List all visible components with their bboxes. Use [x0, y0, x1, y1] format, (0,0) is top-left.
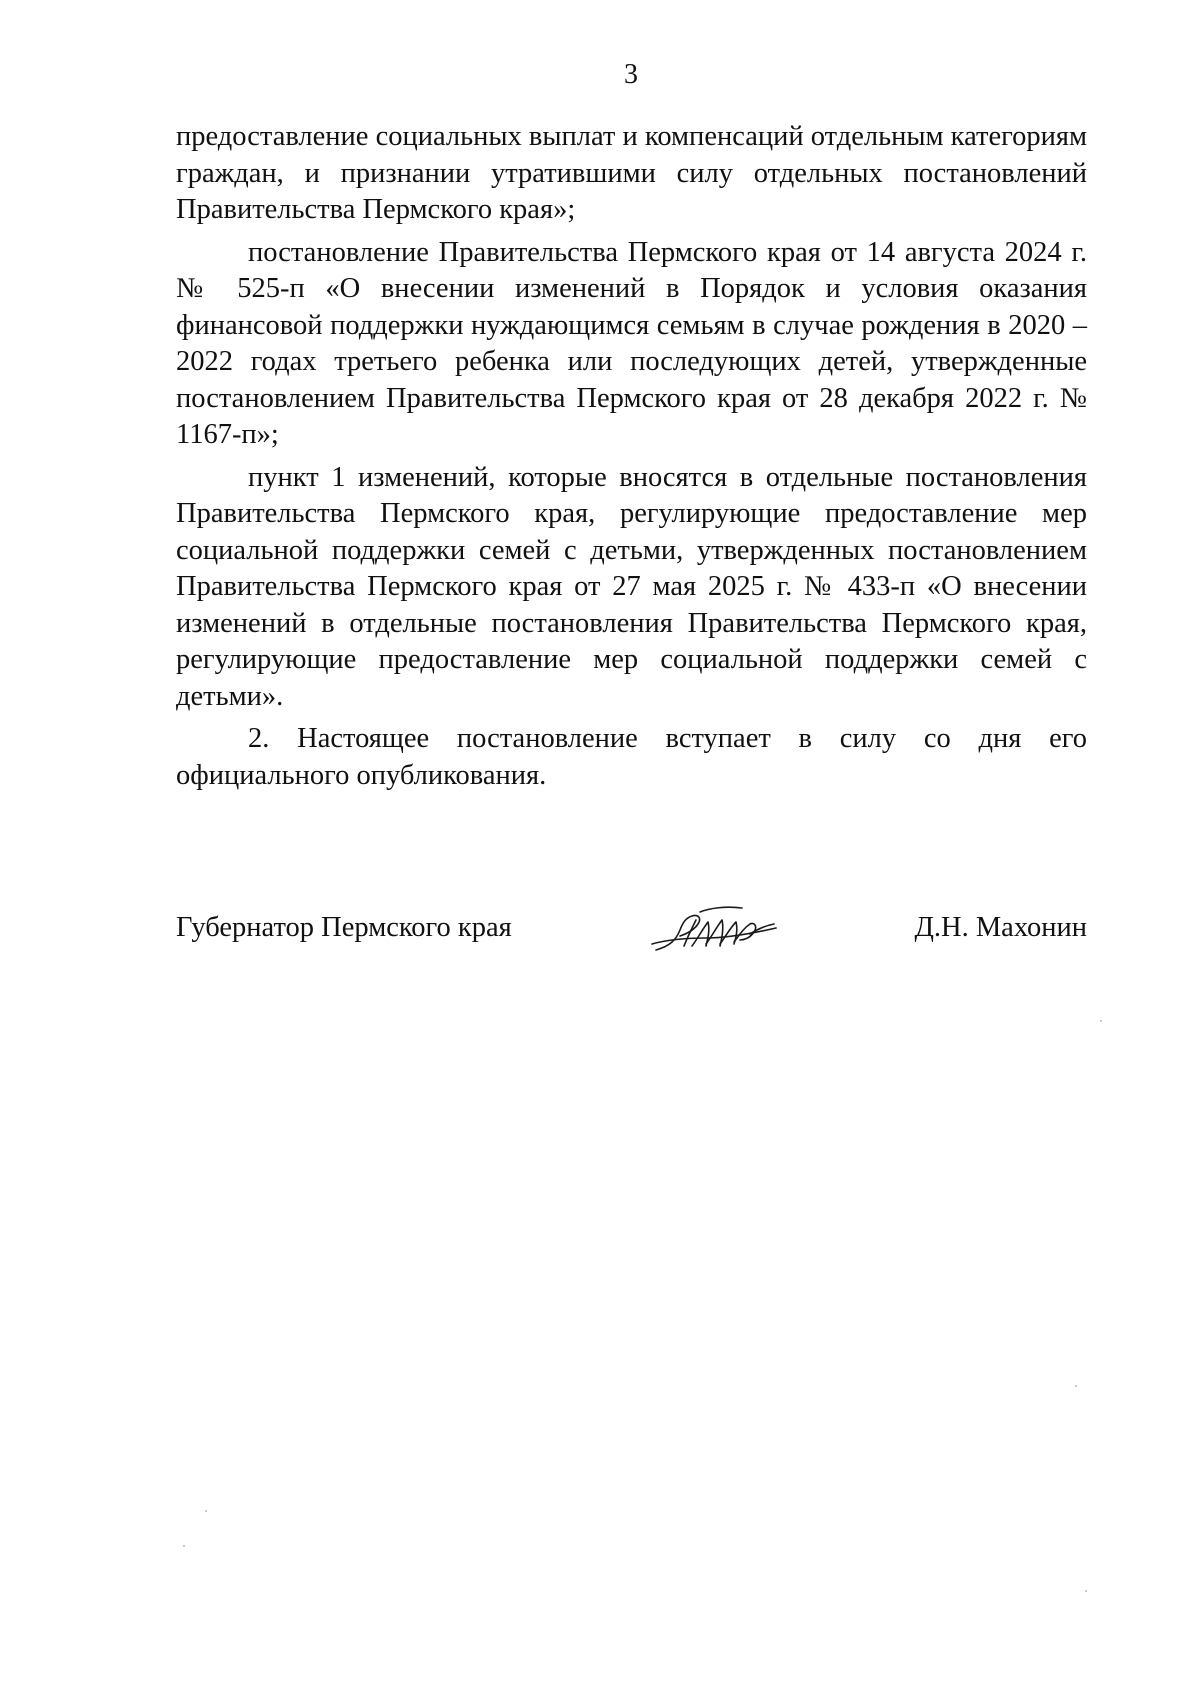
paragraph-resolution-525: постановление Правительства Пермского края от 14 августа 2024 г. № 525-п «О внесении изменений в Порядок и условия оказания финансовой поддержки нуждающимся семьям в случае рождения в 2020 – 2022 годах третьего ребенка или последующих детей, утвержденные постановлением Правительства Пермского края от 28 декабря 2022 г. № 1167-п»;	[176, 236, 1087, 450]
signature-block	[176, 910, 1087, 970]
scan-speck	[1075, 1385, 1077, 1387]
paragraph-effective-date: 2. Настоящее постановление вступает в силу со дня его официального опубликования.	[176, 723, 1087, 791]
scan-speck	[1085, 1590, 1087, 1592]
paragraph-continuation: предоставление социальных выплат и компенсаций отдельным категориям граждан, и признании утратившими силу отдельных постановлений Правительства Пермского края»;	[176, 121, 1087, 225]
signatory-title: Губернатор Пермского края	[176, 912, 512, 943]
handwritten-signature	[646, 900, 796, 960]
paragraph-clause-1: пункт 1 изменений, которые вносятся в отдельные постановления Правительства Пермского края, регулирующие предоставление мер социальной поддержки семей с детьми, утвержденных постановлением Правительства Пермского края от 27 мая 2025 г. № 433-п «О внесении изменений в отдельные постановления Правительства Пермского края, регулирующие предоставление мер социальной поддержки семей с детьми».	[176, 461, 1087, 712]
signatory-name: Д.Н. Махонин	[914, 912, 1087, 943]
scan-speck	[1100, 1020, 1102, 1022]
scan-speck	[205, 1510, 207, 1512]
page-number: 3	[624, 59, 638, 90]
scan-speck	[183, 1545, 185, 1547]
document-body	[176, 119, 1087, 800]
